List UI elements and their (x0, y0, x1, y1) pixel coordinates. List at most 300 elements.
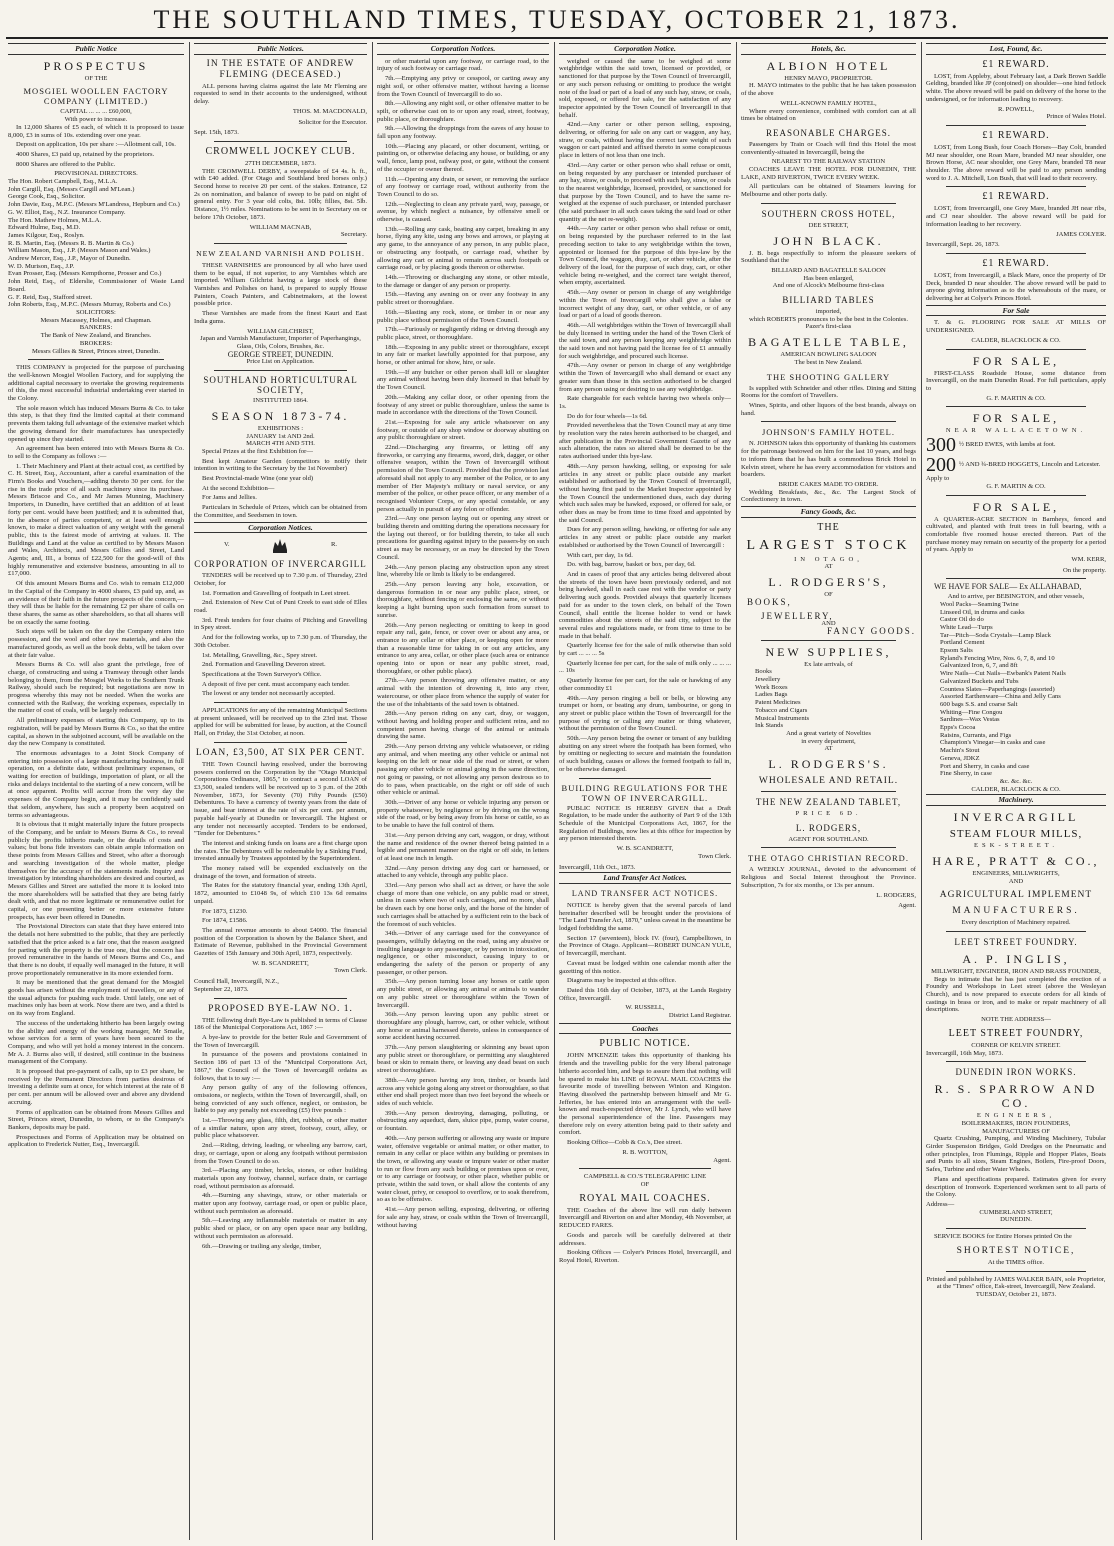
largest-stock-the: THE (817, 521, 840, 533)
bylaw-clause: 41st.—Any person selling, exposing, delivering, or offering for sale any hay, straw, or coals within the Town of Invercargill, without having (377, 1206, 549, 1229)
paragraph: An agreement has been entered into with Messrs Burns & Co. to sell to the Company as follows :— (8, 445, 184, 460)
loan-rate: For 1874, £1586. (202, 917, 248, 925)
bankers-heading: BANKERS: (79, 324, 113, 332)
crest-letter-v: V. (224, 541, 230, 549)
bylaw-clause: 26th.—Any person neglecting or omitting to keep in good repair any rail, gate, fence, or cover over or about any area, or entrance to any cellar or other place, or keeping open for more than a reasonable time for taking in or out any articles, any entrance to any area, cellar, or other place (such area or entrance opening into or upon or near any public street, road, thoroughfare, or other public place). (377, 621, 549, 675)
paragraph: Messrs Burns & Co. will also grant the privilege, free of charge, of constructing and using a Tramway through other lands belonging to them, from the Mosgiel Works to the Southern Trunk Railway, should such be required; but negotiations are now in progress whereby this may not be needed. When the works are connected with the Railway, the working expenses, especially in the matter of cost of coals, will be largely reduced. (8, 661, 184, 715)
reward-heading: £1 REWARD. (982, 191, 1050, 203)
section-header: Corporation Notices. (377, 43, 549, 55)
goods-item: Epsom Salts (940, 647, 973, 655)
bylaw-clause: 30th.—Driver of any horse or vehicle injuring any person or property whatsoever, by negligence or by driving on the wrong side of the road, or by being away from his horse or cattle, so as to be unable to have the full control of them. (377, 798, 549, 830)
ewes-text: ½ BRED EWES, with lambs at foot. (959, 441, 1056, 449)
divider (214, 370, 347, 371)
reward-signature: R. POWELL, (997, 105, 1035, 113)
horticultural-season: SEASON 1873-74. (211, 408, 350, 423)
southern-cross-text: Pazer's first-class (805, 323, 852, 331)
johnson-text: N. JOHNSON takes this opportunity of thanking his customers for the patronage bestowed on him for the last 10 years, and begs to inform them that he has built a commodious Brick Hotel in Kelvin street, where he has every accommodation for visitors and boarders. (741, 440, 916, 479)
imprint-date: TUESDAY, October 21, 1873. (975, 1290, 1057, 1298)
goods-item: Port and Sherry, in casks and case (940, 762, 1030, 770)
bylaw-clause: 36th.—Any person leaving upon any public street or thoroughfare any plough, harrow, cart, or other vehicle, without any horse or animal harnessed thereto, unless in consequence of some accident having occurred. (377, 1011, 549, 1042)
company-name: MOSGIEL WOOLLEN FACTORY COMPANY (LIMITED.) (23, 86, 169, 107)
director-name: G. F. Reid, Esq., Stafford street. (8, 293, 93, 301)
southern-cross-proprietor: JOHN BLACK. (773, 233, 884, 248)
ewes-row (926, 435, 1106, 455)
shortest-notice: SHORTEST NOTICE, (956, 1245, 1076, 1256)
paragraph: The sole reason which has induced Messrs Burns & Co. to take this step, is that they find the limited capital at their command prevents them taking full advantage of the extensive market which the growing demand for their manufactures has unexpectedly opened up since they started. (8, 404, 184, 443)
goods-item: Fine Sherry, in case (940, 770, 992, 778)
we-have-heading: WE HAVE FOR SALE— Ex ALLAHABAD, (934, 582, 1082, 592)
bylaw-clause: 8th.—Allowing any night soil, or other offensive matter to be spilt, or otherwise cast on to or upon any road, street, footway, public place, or thoroughfare. (377, 100, 549, 123)
books-label: BOOKS, (747, 596, 792, 607)
bylaw-text: THE following draft Bye-Law is published in terms of Clause 186 of the Municipal Corporations Act, 1867 :— (194, 1016, 367, 1032)
director-name: John Davie, Esq., M.P.C. (Messrs M'Landress, Hepburn and Co.) (8, 201, 180, 209)
sparrow-text: Quartz Crushing, Pumping, and Winding Machinery, Tubular Girder Suspension Bridges, Gold Dredges on the Pneumatic and other principles, Iron Flumings, Ripple and Hopper Plates, Boats and Punts to all sizes, Steam Engines, Boilers, Fire-proof Doors, Safes, Turbine and other Water Wheels. (926, 1135, 1106, 1174)
bylaw-clause: Dues for any person selling, hawking, or offering for sale any articles in any street or public place outside any market established or authorised by the Town Council of Invercargill : (559, 526, 731, 549)
kerr-signature: WM. KERR, (1071, 556, 1106, 564)
bylaw-clause: 14th.—Throwing or discharging any stone, or other missile, to the damage or danger of any person or property. (377, 273, 549, 289)
cromwell-signature-title: Secretary. (340, 231, 367, 239)
albion-subheading: WELL-KNOWN FAMILY HOTEL, (780, 99, 877, 107)
bylaw-clause: 31st.—Any person driving any cart, waggon, or dray, without the name and residence of the owner thereof being painted in a legible and permanent manner on the right or off side, in letters of at least one inch in length. (377, 831, 549, 862)
bylaw-clause: 40th.—Any person suffering or allowing any waste or impure water, offensive vegetable or animal matter, or other matter, to remain in any cellar or place within any building or premises in the town, or allowing any waste or impure water or other matter to run or flow from any such building or premises upon or over, or to any carriage or footway, or other place, whether public or private, within the said town, or shall allow the contents of any water closet, privy, or cesspool to overflow, or to soak therefrom, so as to be offensive. (377, 1134, 549, 1204)
bylaw-clause: 23rd.—Any one person laying out or opening any street or building therein and omitting during the operations necessary for the laying out thereof, or for building therein, to take all such precautions for guarding against injury to the passers-by on such street as may be necessary, or as may be directed by the Town Council. (377, 515, 549, 561)
applications-text: APPLICATIONS for any of the remaining Municipal Sections at present unleased, will be received up to the 23rd inst. Those applied for will be submitted for lease, by auction, at the Council Hall, on Friday, the 31st October, at noon. (194, 707, 367, 738)
exhibition-date: MARCH 4TH AND 5TH. (246, 440, 315, 448)
bylaw-text: 4th.—Burning any shavings, straw, or other materials or matter upon any footway, carriage road, or open or public place, without such permission as aforesaid. (194, 1192, 367, 1215)
albion-hotel-heading: ALBION HOTEL (766, 58, 891, 73)
supply-item: Tobacco and Cigars (755, 706, 808, 714)
bylaw-clause: 50th.—Any person being the owner or tenant of any building abutting on any street where the footpath has been formed, who by omitting or neglecting to secure and maintain the foundation of such building, causes or allows the formed footpath to fall in, or be otherwise damaged. (559, 735, 731, 773)
column-divider (736, 42, 737, 1540)
loan-signature-title: Town Clerk. (334, 967, 367, 975)
southern-cross-text: Has been enlarged, (803, 274, 854, 282)
section-header: Lost, Found, &c. (926, 43, 1106, 55)
coach-text: JOHN M'KENZIE takes this opportunity of thanking his friends and the travelling public for the very liberal patronage hitherto accorded him, and begs to assure them that nothing will be spared to make his LINE of ROYAL MAIL COACHES the favourite mode of travelling between Winton and Kingston. Having dissolved the partnership between himself and Mr G. Jefferies, he has entered into an arrangement with the well-known and much-respected driver, Mr J. Lynch, who will have the personal superintendence of the line. Passengers may therefore rely on every attention being paid to their safety and comfort. (559, 1052, 731, 1137)
christian-record-heading: THE OTAGO CHRISTIAN RECORD. (748, 853, 909, 864)
column-divider (372, 42, 373, 1540)
divider (579, 778, 711, 779)
reward-text: LOST, from Invercargill, one Grey Mare, branded JH near ribs, and CJ near shoulder. The above reward will be paid for information leading to her recovery. (926, 205, 1106, 228)
bylaw-text: 6th.—Drawing or trailing any sledge, timber, (202, 1242, 322, 1250)
estate-signature: THOS. M. MACDONALD, (292, 107, 367, 115)
bylaw-clause: 27th.—Any person throwing any offensive matter, or any animal with the intention of drowning it, into any river, watercourse, or other place from whence the supply of water for the use of the inhabitants of the said town is obtained. (377, 677, 549, 708)
divider (761, 203, 896, 204)
bylaw-clause: 49th.—Any person ringing a bell or bells, or blowing any trumpet or horn, or beating any drum, tambourine, or gong in any street or public place within the Town of Invercargill for the purpose of crying or calling any matter or thing whatever, without the permission of the Town Council. (559, 694, 731, 733)
building-regulations-text: PUBLIC NOTICE IS HEREBY GIVEN that a Draft Regulation, to be made under the authority of Part 9 of the 13th Schedule of the Municipal Corporations Act, 1867, for the Regulation of Buildings, now lies at this office for inspection by any person interested therein. (559, 804, 731, 843)
coach-booking: Booking Office—Cobb & Co.'s, Dee street. (567, 1139, 682, 1147)
director-name: George Cook, Esq., Solicitor. (8, 193, 86, 201)
horticultural-instituted: INSTITUTED 1864. (253, 397, 308, 405)
hare-pratt-heading: HARE, PRATT & CO., (932, 853, 1100, 868)
divider (946, 931, 1086, 932)
varnish-text: These Varnishes are made from the finest Kauri and East India gums. (194, 310, 367, 325)
prizes-text: Special Prizes at the first Exhibition for— (202, 447, 313, 455)
shooting-gallery: THE SHOOTING GALLERY (766, 371, 891, 382)
director-name: John Reid, Esq., of Elderslie, Commissioner of Waste Land Board. (8, 278, 184, 293)
loan-text: The interest and sinking funds on loans are a first charge upon the rates. The Debentures will be redeemable by a Sinking Fund, invested annually by Trustees appointed by the Superintendent. (194, 839, 367, 863)
campbell-text: THE Coaches of the above line will run daily between Invercargill and Riverton on and after Monday, 4th November, at REDUCED FARES. (559, 1206, 731, 1230)
bylaw-clause: 43rd.—Any carter or other person who shall refuse or omit, on being requested by any purchaser or intended purchaser of any hay, straw, or coals, to proceed with such hay, straw, or coals to the nearest weighbridge, licensed, provided, or sanctioned for that purpose by the Town Council, and to have the same re-weighed at the expense of such purchaser, or intended purchaser (the said purchaser in all such cases taking the said load or other quantity at the net re-weight). (559, 161, 731, 223)
supply-item: Books (755, 668, 772, 676)
divider (28, 359, 164, 360)
leet-date: Invercargill, 16th May, 1873. (926, 1049, 1004, 1057)
supply-item: Ink Stands (755, 722, 784, 730)
brokers: Messrs Gillies & Street, Princes street, Dunedin. (31, 347, 160, 355)
for-sale-text: A QUARTER-ACRE SECTION in Barnheys, fenced and cultivated, and planted with fruit trees in full bearing, with a comfortable five roomed house erected thereon. Part of the purchase money may remain on security of the property for a period of years. Apply to (926, 515, 1106, 554)
section-header: For Sale (926, 305, 1106, 317)
column-divider (921, 42, 922, 1540)
times-office: At the TIMES office. (987, 1258, 1045, 1266)
goods-item: Assorted Earthenware—China and Jelly Cans (940, 693, 1061, 701)
southern-cross-text: imported, (815, 308, 842, 316)
largest-stock-text: AT (824, 563, 833, 571)
bylaw-clause: 39th.—Any person destroying, damaging, polluting, or obstructing any aqueduct, dam, sluice pipe, pump, water course, or fountain. (377, 1109, 549, 1133)
largest-stock-heading: LARGEST STOCK (746, 537, 911, 553)
building-regulations-heading: BUILDING REGULATIONS FOR THE TOWN OF INVERCARGILL. (561, 782, 729, 803)
paragraph: Forms of application can be obtained from Messrs Gillies and Street, Princes street, Dunedin, to whom, or to the Company's Bankers, deposits may be paid. (8, 1108, 184, 1131)
paragraph: Prospectuses and Forms of Application may be obtained on application to Frederick Nutter, Esq., Invercargill. (8, 1133, 184, 1149)
prizes-text: For Jams and Jellies. (202, 494, 257, 502)
hare-subheading: ENGINEERS, MILLWRIGHTS, (972, 869, 1060, 877)
loan-place: Council Hall, Invercargill, N.Z., (194, 978, 279, 986)
inglis-text: Begs to intimate that he has just completed the erection of a Foundry and Workshops in Leet street (above the Wesleyan Church), and is now prepared to execute orders for all kinds of castings in brass or iron, and to make or repair machinery of all descriptions. (926, 975, 1106, 1014)
section-header: Land Transfer Act Notices. (559, 872, 731, 884)
leet-foundry-address: LEET STREET FOUNDRY, (948, 1027, 1084, 1039)
shares-text: In 12,000 Shares of £5 each, of which it is proposed to issue 8,000, £3 in sums of 10s. extending over one year. (8, 123, 184, 139)
wholesale-retail: WHOLESALE AND RETAIL. (758, 776, 899, 787)
director-name: Evan Prosser, Esq. (Messrs Kempthorne, Prosser and Co.) (8, 270, 162, 278)
varnish-price: Price List on Application. (246, 358, 315, 366)
supply-item: Patent Medicines (755, 699, 801, 707)
section-header: Hotels, &c. (741, 43, 916, 55)
solicitors-heading: SOLICITORS: (76, 308, 116, 316)
building-signature-title: Town Clerk. (698, 852, 731, 860)
supplies-text: in every department, (801, 737, 856, 745)
estate-heading: IN THE ESTATE OF ANDREW FLEMING (DECEASED.) (206, 58, 355, 80)
goods-item: Galvanized Buckets and Tubs (940, 677, 1019, 685)
cromwell-date: 27TH DECEMBER, 1873. (244, 159, 317, 167)
albion-text: COACHES LEAVE THE HOTEL FOR DUNEDIN, THE LAKE, AND RIVERTON, TWICE EVERY WEEK. (741, 166, 916, 181)
exhibitions-heading: EXHIBITIONS : (257, 424, 304, 432)
southern-cross-text: Is supplied with Schneider and other rifles. Dining and Sitting Rooms for the comfort of Travellers. (741, 384, 916, 400)
goods-item: Sardines—Wax Vestas (940, 716, 1000, 724)
reward-date: Invercargill, Sept. 26, 1873. (926, 241, 1000, 249)
inglis-heading: A. P. INGLIS, (962, 951, 1070, 966)
rodgers-name: L. RODGERS'S, (768, 575, 889, 590)
johnson-hotel-heading: JOHNSON'S FAMILY HOTEL. (761, 427, 895, 438)
paragraph: It is obvious that it might materially injure the future prospects of the Company, and be unfair to Messrs Burns & Co., to reveal publicly the profits hitherto made, or the details of costs and values; but bona fide investors can obtain ample information on these points from Messrs Gillies and Street, who after a thorough and searching investigation of the whole matter, pledge themselves for the accuracy of the statements made. Inquiry and investigation by intending shareholders are desired and courted, as Messrs Gillies and Street are satisfied the more it is looked into the more shareholders will be satisfied that they are being fairly dealt with, and that no more legitimate or remunerative outlet for capital, or one presenting better or more extensive future prospects, has ever been offered in Dunedin. (8, 821, 184, 921)
prizes-text: Best kept Amateur Garden (competitors to notify their intention in writing to the Secretary by the 1st November) (194, 457, 367, 473)
coach-signature: R. B. WOTTON, (622, 1148, 668, 1156)
paragraph: The enormous advantages to a Joint Stock Company of entering into possession of a large manufacturing business, in full operation, on a definite date, without preliminary expenses, or waiting for erection of buildings, importation of plant, or all the risks and delays incidental to the starting of a new concern, will be at once apparent. Profits will accrue from the very day the expenses of the Company begin, and it may be confidently said that seldom, anywhere, has such a property been acquired on terms so advantageous. (8, 749, 184, 819)
divider (946, 406, 1086, 407)
loan-date: September 22, 1873. (194, 985, 249, 993)
southern-cross-text: The best in New Zealand. (794, 358, 863, 366)
royal-crest-icon (269, 536, 291, 554)
royal-crest-row (194, 536, 367, 554)
director-name: W. D. Murison, Esq., J.P. (8, 262, 75, 270)
sparrow-engineers: ENGINEERS, (976, 1112, 1056, 1120)
tender-item: 3rd. Fresh tenders for four chains of Pitching and Gravelling in Spey street. (194, 616, 367, 632)
largest-stock-text: AND (821, 620, 836, 628)
bylaw-clause: 9th.—Allowing the droppings from the eaves of any house to fall upon any footway. (377, 125, 549, 141)
divider (579, 1168, 711, 1169)
reward-text: LOST, from Appleby, about February last, a Dark Brown Saddle Gelding, branded like JP (conjoined) on shoulder—one hind fetlock white. The above reward will be paid on delivery of the horse to the undersigned, or for information leading to recovery. (926, 72, 1106, 103)
varnish-signature-title: Japan and Varnish Manufacturer, Importer of Paperhangings, Glass, Oils, Colors, Brushes, &c. (200, 335, 361, 350)
hare-manufacturers: MANUFACTURERS. (952, 906, 1080, 917)
supply-item: Jewellery (755, 676, 781, 684)
section-header: Public Notices. (194, 43, 367, 55)
reward-heading: £1 REWARD. (982, 129, 1050, 141)
bylaw-clause: 21st.—Exposing for sale any article whatsoever on any footway, or outside of any shop window or doorway abutting on any public thoroughfare or street. (377, 418, 549, 442)
section-header: Machinery. (926, 794, 1106, 806)
goods-item: Wool Packs—Seaming Twine (940, 600, 1019, 608)
reward-text: LOST, from Long Bush, four Coach Horses—Bay Colt, branded MJ near shoulder, one Roan Mare, branded MJ near shoulder, one Brown Horse, AC near shoulder, one Grey Mare, branded T8 near shoulder. The above reward will be paid to any person sending word to J. A. Mitchell, Lon Bush, that will lead to their recovery. (926, 143, 1106, 182)
retained-text: 4000 Shares, £3 paid up, retained by the proprietors. (16, 150, 155, 158)
varnish-heading: NEW ZEALAND VARNISH AND POLISH. (196, 248, 365, 258)
prospectus-of: OF THE (84, 74, 108, 82)
albion-proprietor: HENRY MAYO, PROPRIETOR. (784, 74, 873, 82)
record-signature: L. RODGERS, (876, 891, 916, 899)
goods-item: Whiting—Fine Congou (940, 708, 1003, 716)
column-5 (741, 42, 916, 1540)
record-signature-title: Agent. (898, 902, 916, 910)
paragraph: Such steps will be taken on the day the Company enters into possession, and the wool and other raw materials, and also the manufactured goods, as well as the book debts, will be taken over at their fair value. (8, 628, 184, 659)
southern-cross-text: And one of Alcock's Melbourne first-class (772, 282, 885, 290)
supply-item: Ladies Bags (755, 691, 788, 699)
varnish-address: GEORGE STREET, DUNEDIN. (227, 349, 334, 359)
divider (761, 791, 896, 792)
tender-item: 1st. Formation and Gravelling of footpath in Leet street. (202, 589, 350, 597)
southern-cross-text: which ROBERTS pronounces to be the best in the Colonies. (749, 315, 908, 323)
capital-power: With power to increase. (64, 116, 128, 124)
bankers: The Bank of New Zealand, and Branches. (40, 332, 152, 340)
goods-item: Machin's Stout (940, 747, 980, 755)
horticultural-heading: SOUTHLAND HORTICULTURAL SOCIETY, (203, 375, 358, 396)
bylaw-text: A bye-law to provide for the better Rule and Government of the Town of Invercargill. (194, 1033, 367, 1049)
albion-text: H. MAYO intimates to the public that he has taken possession of the above (741, 82, 916, 98)
bowling-saloon: AMERICAN BOWLING SALOON (780, 351, 877, 359)
christian-record-text: A WEEKLY JOURNAL, devoted to the advancement of Religious and Social Interest throughout the Province. Subscription, 7s for six months, or 13s per annum. (741, 866, 916, 889)
bylaw-text: 1st.—Throwing any glass, filth, dirt, rubbish, or other matter of a similar nature, upon any street, footway, court, alley, or public place whatsoever. (194, 1117, 367, 1140)
martin-signature: G. F. MARTIN & CO. (986, 482, 1046, 490)
loan-text: THE Town Council having resolved, under the borrowing powers conferred on the Corporation by the "Otago Municipal Corporations Ordinance, 1865," to contract a second LOAN of £3,500, sealed tenders will be received up to 3 p.m. of the 20th November, 1873, for Seventy (70) Fifty Pounds (£50) Debentures. To have a currency of twenty years from the date of issue, and bear interest at the rate of six per cent. per annum, payable half-yearly at Dunedin or Invercargill. The highest or any tender not necessarily accepted. Tenders to be endorsed, "Tender for Debentures." (194, 760, 367, 838)
land-transfer-text: Section 17 (seventeen), block IV. (four), Campbelltown, in the Province of Otago. Applicant—ROBERT DUNCAN YULE, of Invercargill, merchant. (559, 934, 731, 958)
tender-item: A deposit of five per cent. must accompany each tender. (202, 680, 350, 688)
divider (214, 702, 347, 703)
divider (946, 253, 1086, 254)
newspaper-title: THE SOUTHLAND TIMES, TUESDAY, OCTOBER 21, 1873. (153, 5, 961, 34)
divider (214, 998, 347, 999)
director-name: Andrew Mercer, Esq., J.P., Mayor of Dunedin. (8, 255, 131, 263)
goods-item: Geneva, JDKZ (940, 754, 980, 762)
paragraph: 1. Their Machinery and Plant at their actual cost, as certified by C. H. Street, Esq., Accountant, after a careful examination of the Firm's Books and Vouchers,—adding thereto 30 per cent. for the rise in the trade price of all such machinery since its purchase. Messrs Briscoe and Co., and Mr James Munning, Machinery Importers, in Dunedin, have certified that an addition of at least forty per cent. would have been justified; and it is submitted that, in the absence of parties competent, or at least well enough known, to make a direct valuation of any weight with the general public, this is the fairest mode of arriving at values. II. The Buildings and Land at the value as certified to by Messrs Mason and Wales, Architects, and Messrs Gillies and Street, Land Agents; and, III., a bonus of £22,500 for the good-will of this highly remunerative and extensive business, amounting in all to £17,000. (8, 462, 184, 578)
column-divider (189, 42, 190, 1540)
bylaw-clause: 15th.—Having any awning on or over any footway in any public street or thoroughfare. (377, 291, 549, 307)
bylaw-clause: 7th.—Emptying any privy or cesspool, or carting away any night soil, or other offensive matter, without having a license from the Town Council of Invercargill to do so. (377, 75, 549, 98)
hare-text: Every description of Machinery repaired. (961, 919, 1071, 927)
bylaw-clause: 33rd.—Any person who shall act as driver, or have the sole charge of more than one vehicle, on any public road or street, unless in cases where two of such carriages, and no more, shall be drawn each by one horse only, and the horse of the hinder of such carriages shall be attached by a sufficient rein to the back of the foremost of such vehicles. (377, 882, 549, 928)
bylaw-clause: 46th.—All weighbridges within the Town of Invercargill shall be duly licensed in writing under the hand of the Town Clerk of the said town, and any person keeping any weighbridge within the said town and not having paid the license fee of £1 annually for such weighbridge, and procured such license. (559, 321, 731, 360)
bylaw-clause: Do. with bag, barrow, basket or box, per day, 6d. (567, 561, 696, 569)
bylaw-clauses (559, 58, 731, 774)
for-sale-heading: FOR SALE, (972, 353, 1060, 368)
bylaw-clause: Quarterly license fee for the sale of milk otherwise than sold by cart ... ... ... 5s (559, 642, 731, 658)
bylaw-clause: 22nd.—Discharging any firearms, or letting off any fireworks, or carrying any firearms, sword, dirk, dagger, or other offensive weapon, within the Town of Invercargill without permission of the Town Council. Provided that the provision last aforesaid shall not apply to any member of the Police, or to any member of Her Majesty's military or naval service, or any member of the police, or other peace officer, or any member of a recognised Volunteer Corps, or any special constable, or any person actually in pursuit of any felon or offender. (377, 444, 549, 513)
bylaw-clause: With cart, per day, 1s 6d. (567, 551, 633, 559)
divider (214, 742, 347, 743)
tender-item: The lowest or any tender not necessarily accepted. (202, 690, 335, 698)
bylaw-clause: 12th.—Neglecting to clean any private yard, way, passage, or avenue, by which neglect a nuisance, by offensive smell or otherwise, is caused. (377, 200, 549, 224)
new-supplies-text: Ex late arrivals, of (804, 660, 853, 668)
hoggets-row (926, 455, 1106, 475)
offered-text: 8000 Shares are offered to the Public. (16, 160, 116, 168)
campbell-heading: CAMPBELL & CO.'S TELEGRAPHIC LINE (583, 1173, 707, 1181)
section-header: Fancy Goods, &c. (741, 506, 916, 518)
calder-signature: CALDER, BLACKLOCK & CO. (971, 785, 1061, 793)
sparrow-address-label: Address— (926, 1200, 955, 1208)
prizes-text: At the second Exhibition— (202, 484, 275, 492)
masthead-rule (6, 37, 1108, 39)
tender-item: 2nd. Extension of New Cut of Puni Creek to east side of Elles road. (194, 599, 367, 615)
goods-item: Epps's Cocoa (940, 724, 976, 732)
martin-signature: G. F. MARTIN & CO. (986, 394, 1046, 402)
loan-heading: LOAN, £3,500, AT SIX PER CENT. (195, 747, 366, 758)
masthead (0, 0, 1114, 38)
directors-heading: PROVISIONAL DIRECTORS. (54, 170, 138, 178)
supply-item: Musical Instruments (755, 714, 810, 722)
tablet-price: PRICE 6D. (795, 810, 862, 818)
column-6 (926, 42, 1106, 1540)
goods-item: Linseed Oil, in drums and casks (940, 608, 1025, 616)
bylaw-text: Any person guilty of any of the following offences, omissions, or neglects, within the Town of Invercargill, shall, on being convicted of any such offence, neglect, or omission, be liable to pay any penalty not exceeding (£5) five pounds : (194, 1084, 367, 1115)
billiard-tables: BILLIARD TABLES (782, 295, 875, 306)
hare-agricultural: AGRICULTURAL IMPLEMENT (939, 890, 1093, 901)
land-signature-title: District Land Registrar. (668, 1012, 731, 1020)
albion-text: Passengers by Train or Coach will find this Hotel the most conveniently-situated in Invercargill, being the (741, 140, 916, 156)
bylaw-text: 3rd.—Placing any timber, bricks, stones, or other building materials upon any footway, channel, surface drain, or carriage road, without permission as aforesaid. (194, 1167, 367, 1190)
section-header: Corporation Notices. (194, 522, 367, 534)
supplies-list (741, 668, 916, 730)
tender-item: And for the following works, up to 7.30 p.m. of Thursday, the 30th October. (194, 634, 367, 649)
kerr-signature-title: On the property. (1063, 566, 1106, 574)
bylaw-clause: 10th.—Placing any placard, or other document, writing, or painting on, or otherwise defacing any house, or building, or any wall, fence, lamp post, railway post, or gate, without the consent of the occupier or owner thereof. (377, 142, 549, 173)
jewellery-label: JEWELLERY, (761, 610, 834, 621)
reward-heading: £1 REWARD. (982, 257, 1050, 269)
director-name: Edward Hulme, Esq., M.D. (8, 224, 81, 232)
bylaw-clause: Quarterly license fee per cart, for the sale of milk only ... ... ... ... 10s (559, 659, 731, 675)
apply-to: Apply to (926, 475, 950, 483)
southern-cross-text: J. B. begs respectfully to inform the pleasure seekers of Southland that the (741, 249, 916, 265)
divider (946, 1061, 1086, 1062)
note-address: NOTE THE ADDRESS— (981, 1016, 1051, 1024)
rodgers-name: L. RODGERS'S. (768, 757, 889, 772)
director-name: The Hon. Mathew Holmes, M.L.A. (8, 216, 102, 224)
paragraph: It may be mentioned that the great demand for the Mosgiel goods has arisen without the employment of travellers, or any of the usual adjuncts for pushing such trade. Until lately, one set of machines only has been at work. Now there are two, and a third is on its way from England. (8, 979, 184, 1018)
tablet-heading: THE NEW ZEALAND TABLET, (755, 797, 902, 808)
bylaw-clause: 28th.—Any person riding on any cart, dray, or waggon, without having and holding proper and sufficient reins, and no competent person having charge of the animal or animals drawing the same. (377, 710, 549, 741)
bylaw-text: 2nd.—Riding, driving, leading, or wheeling any barrow, cart, dray, or carriage, upon or along any footpath without permission from the Town Council to do so. (194, 1142, 367, 1165)
column-divider (554, 42, 555, 1540)
land-transfer-text: Diagrams may be inspected at this office. (567, 977, 677, 985)
exhibition-date: JANUARY 1st AND 2nd. (246, 432, 315, 440)
southern-cross-text: Wines, Spirits, and other liquors of the best brands, always on hand. (741, 401, 916, 417)
goods-list (926, 601, 1106, 778)
calder-signature: CALDER, BLACKLOCK & CO. (971, 336, 1061, 344)
cromwell-signature: WILLIAM MACNAB, (249, 223, 312, 231)
royal-mail-coaches: ROYAL MAIL COACHES. (579, 1192, 711, 1204)
section-header: Public Notice (8, 43, 184, 55)
land-transfer-text: NOTICE is hereby given that the several parcels of land hereinafter described will be brought under the provisions of "The Land Transfer Act, 1870," unless caveat in the meantime be lodged forbidding the same. (559, 901, 731, 933)
billiard-saloon: BILLIARD AND BAGATELLE SALOON (771, 266, 886, 274)
director-name: William Mason, Esq., J.P. (Messrs Mason and Wales.) (8, 247, 151, 255)
goods-item: Castor Oil do do (940, 616, 984, 624)
loan-text: The Rates for the statutory financial year, ending 13th April, 1872, amounted to £1048 9s, of which £10 13s 6d remains unpaid. (194, 882, 367, 905)
coach-signature-title: Agent. (713, 1156, 731, 1164)
divider (214, 141, 347, 142)
public-notice-heading: PUBLIC NOTICE. (599, 1038, 691, 1050)
brokers-heading: BROKERS: (79, 339, 113, 347)
capital-line: CAPITAL ... ... ... £60,000, (60, 108, 132, 116)
bylaw-clause: 38th.—Any person having any iron, timber, or boards laid across any vehicle going along any street or thoroughfare, so that either end shall project more than two feet beyond the wheels or sides of such vehicle. (377, 1076, 549, 1107)
bylaw-clause: or other material upon any footway, or carriage road, to the injury of such footway or carriage road. (377, 57, 549, 73)
bylaw-clause: Quarterly license fee per cart, for the sale or hawking of any other commodity £1 (559, 677, 731, 692)
bylaw-clause: 25th.—Any person leaving any hole, excavation, or dangerous formation in or near any public place, street, or thoroughfare, without fencing or enclosing the same, or without keeping a light burning upon such formation from sunset to sunrise. (377, 581, 549, 619)
prizes-text: Particulars in Schedule of Prizes, which can be obtained from the Committee, and Seedsmen in town. (194, 504, 367, 519)
deposit-text: Deposit on application, 10s per share :—Allotment call, 10s. (16, 141, 176, 149)
column-2 (194, 42, 367, 1540)
estate-date: Sept. 15th, 1873. (194, 129, 239, 137)
director-name: John Cargill, Esq. (Messrs Cargill and M'Lean.) (8, 185, 135, 193)
land-transfer-text: Caveat must be lodged within one calendar month after the gazetting of this notice. (559, 959, 731, 975)
column-1 (8, 42, 184, 1540)
bylaw-clause: Do do for four wheels—1s 6d. (567, 412, 648, 420)
tender-item: Specifications at the Town Surveyor's Office. (202, 670, 322, 678)
bride-text: Wedding Breakfasts, &c., &c. The Largest Stock of Confectionery in town. (741, 488, 916, 504)
leet-foundry-heading: LEET STREET FOUNDRY. (954, 936, 1078, 947)
bylaw-clause: 19th.—If any butcher or other person shall kill or slaughter any animal without having been duly licensed in that behalf by the Town Council. (377, 368, 549, 392)
agent-label: AGENT FOR SOUTHLAND. (788, 835, 869, 843)
bylaw-clause: 48th.—Any person hawking, selling, or exposing for sale articles in any street or public place outside any market established or authorised by the Town Council of Invercargill, without having first paid to the Market Inspector appointed by the Town Council the undermentioned dues, each day during which such sales may be hawked, exposed, or offered for sale, or other dues as may be from time to time fixed and appointed by the said Council. (559, 462, 731, 524)
for-sale-location: NEAR WALLACETOWN. (945, 427, 1087, 435)
loan-text: The money raised will be expended exclusively on the drainage of the town, and formation of streets. (194, 865, 367, 880)
sparrow-manufacturers: MANUFACTURERS OF (982, 1127, 1050, 1135)
hoggets-count: 200 (926, 454, 956, 477)
ewes-count: 300 (926, 434, 956, 457)
cromwell-heading: CROMWELL JOCKEY CLUB. (205, 145, 356, 157)
service-books-text: SERVICE BOOKS for Entire Horses printed On the (934, 1233, 1072, 1241)
director-name: G. W. Elliot, Esq., N.Z. Insurance Company. (8, 208, 126, 216)
bylaw-clause: 16th.—Blasting any rock, stone, or timber in or near any public place without permission of the Town Council. (377, 308, 549, 324)
flooring-text: T. & G. FLOORING FOR SALE AT MILLS OF UNDERSIGNED. (926, 319, 1106, 335)
paragraph: Of this amount Messrs Burns and Co. wish to remain £12,000 in the Capital of the Company in 4000 shares, £3 paid up, and, as an evidence of their faith in the future prospects of the concern,—they will thus be liable for the remaining £2 per share of calls on these shares, the same as other shareholders, so that all shares will be on exactly the same footing. (8, 580, 184, 626)
largest-stock-text: IN OTAGO, (794, 555, 863, 563)
reward-heading: £1 REWARD. (982, 58, 1050, 70)
goods-item: Wire Nails—Cut Nails—Ewbank's Patent Nails (940, 670, 1066, 678)
goods-item: Countess Slates—Paperhangings (assorted) (940, 685, 1055, 693)
loan-text: The annual revenue amounts to about £4000. The financial position of the Corporation is shown by the Balance Sheet, and Estimate of Revenue, published in the Provincial Government Gazettes of 15th January and 30th April, 1873, respectively. (194, 926, 367, 958)
leet-foundry-corner: CORNER OF KELVIN STREET. (971, 1041, 1061, 1049)
bylaw-clause: 32nd.—Any person driving any dog cart or harnessed, or attached to any vehicle, through any public place. (377, 864, 549, 880)
director-name: The Hon. Robert Campbell, Esq., M.L.A. (8, 178, 118, 186)
solicitors: Messrs Macassey, Holmes, and Chapman. (40, 316, 152, 324)
tender-item: 1st. Metalling, Gravelling, &c., Spey street. (202, 651, 318, 659)
for-sale-heading: FOR SALE, (972, 499, 1060, 514)
director-name: R. B. Martin, Esq. (Messrs R. B. Martin & Co.) (8, 239, 134, 247)
bagatelle-table: BAGATELLE TABLE, (748, 335, 909, 350)
bylaw-clause: 44th.—Any carter or other person who shall refuse or omit, on being requested by the purchaser referred to in the last preceding section to take to any weighbridge within the town, appointed or licensed for the purpose of this bye-law by the Town Council, the waggon, dray, cart, or other vehicle, after the delivery of the load, for the purpose of such dray, cart, or other vehicle being re-weighed, and the correct tare weight thereof, when empty, ascertained. (559, 225, 731, 287)
goods-item: Galvanized Iron, 6, 7, and 8ft (940, 662, 1018, 670)
